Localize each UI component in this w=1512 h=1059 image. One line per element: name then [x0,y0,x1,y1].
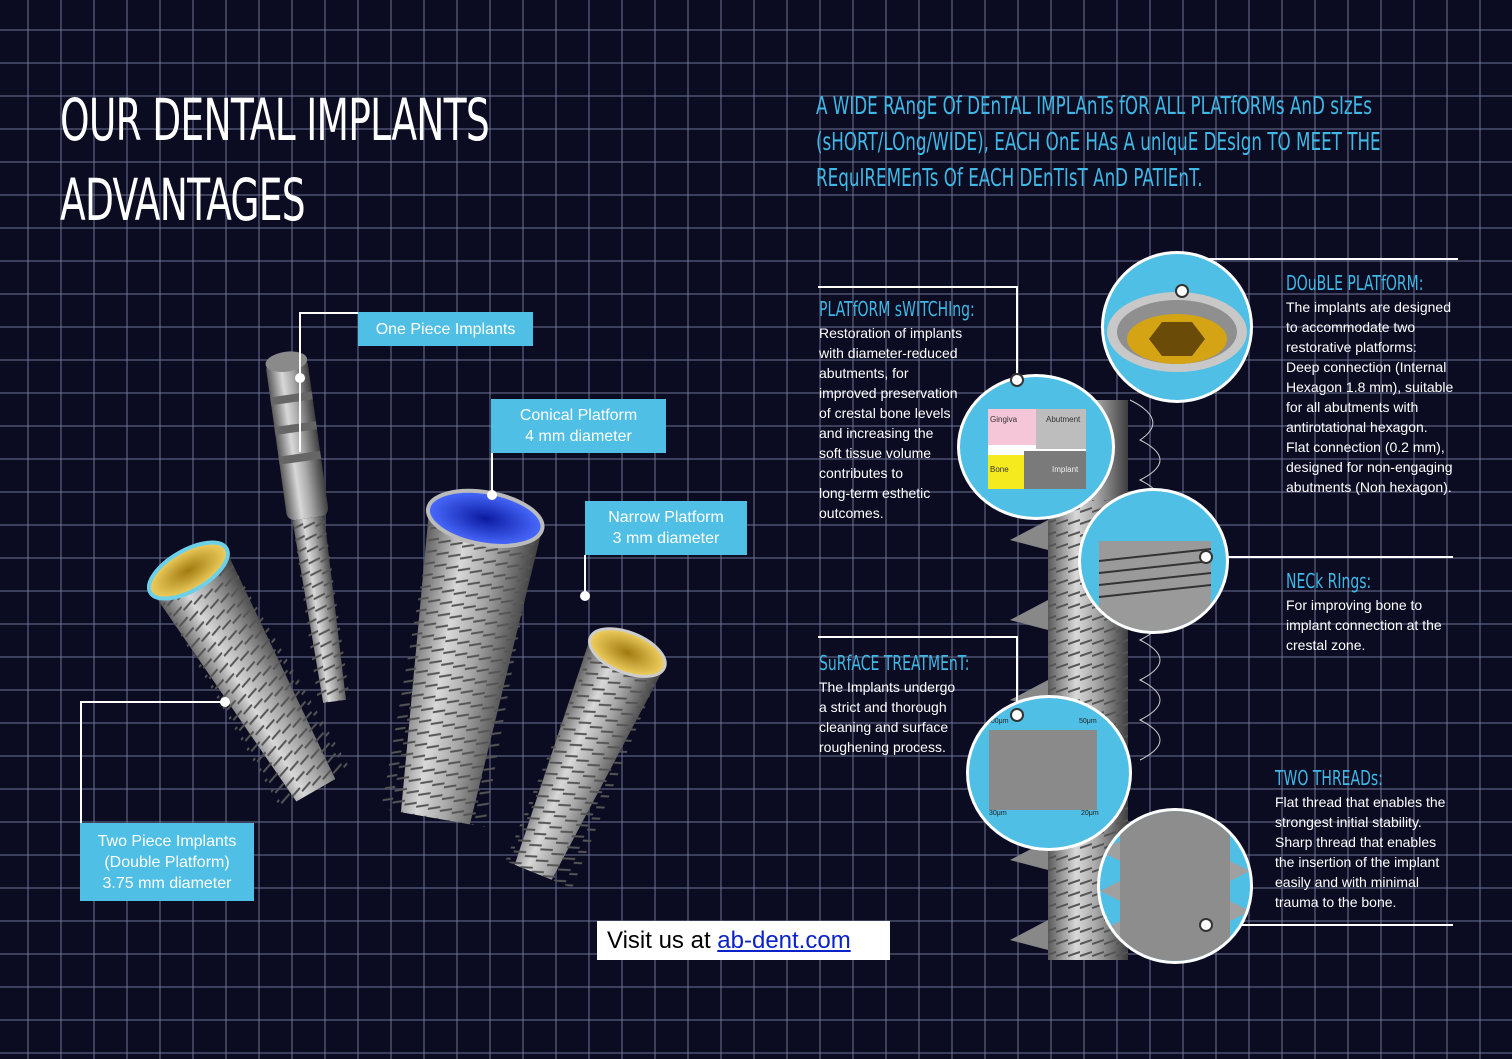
feature-two-threads-title: TWO THREADs: [1275,766,1383,790]
feature-surface-treatment-title: SuRfACE TREATMEnT: [819,651,970,675]
label-two-piece [80,823,254,901]
feature-platform-switching [819,297,1041,523]
label-two-piece-line-2: (Double Platform) [104,853,230,871]
circle-double-platform [1101,251,1253,403]
feature-platform-switching-body [819,323,1041,523]
label-one-piece [358,312,533,346]
label-narrow-line-1: Narrow Platform [608,509,724,526]
label-one-piece-text: One Piece Implants [375,320,516,338]
title-line-1: OUR DENTAL IMPLANTS [60,86,490,154]
feature-line: For improving bone to [1286,597,1423,613]
feature-line: strongest initial stability. [1275,814,1422,830]
feature-line: with diameter-reduced [819,345,958,361]
two-threads-dot [1201,920,1211,930]
feature-line: restorative platforms: [1286,339,1417,355]
feature-line: crestal zone. [1286,637,1366,653]
feature-line: for all abutments with [1286,399,1419,415]
feature-line: Deep connection (Internal [1286,359,1447,375]
feature-line: designed for non-engaging [1286,459,1453,475]
feature-line: abutments, for [819,365,909,381]
feature-line: easily and with minimal [1275,874,1419,890]
visit-banner [597,921,890,960]
feature-line: improved preservation [819,385,958,401]
feature-line: contributes to [819,465,904,481]
feature-line: roughening process. [819,739,946,755]
feature-two-threads-body [1275,792,1445,912]
narrow-implant [501,619,672,889]
title-line-2: ADVANTAGES [60,166,305,234]
feature-line: Flat connection (0.2 mm), [1286,439,1445,455]
feature-line: The Implants undergo [819,679,956,695]
feature-neck-rings-title: NECk RIngs: [1286,569,1372,593]
feature-line: long-term esthetic [819,485,931,501]
feature-double-platform-title: DOuBLE PLATfORM: [1286,271,1424,295]
label-narrow [585,501,747,555]
label-conical [491,399,666,453]
circle-two-threads [1097,808,1253,964]
feature-line: implant connection at the [1286,617,1442,633]
feature-line: soft tissue volume [819,445,932,461]
neck-rings-dot [1201,552,1211,562]
label-two-piece-line-3: 3.75 mm diameter [102,874,232,892]
abutment-label: Abutment [1046,415,1081,424]
implant-label: Implant [1052,465,1079,474]
label-two-piece-line-1: Two Piece Implants [97,832,237,850]
feature-line: antirotational hexagon. [1286,419,1428,435]
tagline-line-3: REquIREMEnTs Of EACH DEnTIsT AnD PATIEnT. [816,163,1203,192]
feature-line: The implants are designed [1286,299,1451,315]
bone-label: Bone [990,465,1009,474]
double-platform-dot [1177,286,1187,296]
feature-line: of crestal bone levels [819,405,951,421]
feature-line: cleaning and surface [819,719,949,735]
visit-link[interactable]: ab-dent.com [717,927,851,954]
feature-line: abutments (Non hexagon). [1286,479,1452,495]
gingiva-label: Gingiva [990,415,1018,424]
feature-line: the insertion of the implant [1275,854,1440,870]
feature-two-threads [1275,766,1445,912]
two-threads-image [1100,811,1250,961]
feature-line: to accommodate two [1286,319,1416,335]
micrograph-tr: 50μm [1079,718,1097,725]
feature-line: a strict and thorough [819,699,947,715]
feature-double-platform [1286,271,1482,497]
feature-double-platform-body [1286,297,1482,497]
micrograph-tl: 100μm [987,718,1009,725]
feature-line: trauma to the bone. [1275,894,1397,910]
feature-line: Flat thread that enables the [1275,794,1446,810]
feature-line: and increasing the [819,425,934,441]
tagline-line-2: (sHORT/LOng/WIDE), EACH OnE HAs A unIquE DEsIgn TO MEET THE [816,127,1381,156]
feature-line: Restoration of implants [819,325,963,341]
double-platform-image [1104,254,1250,400]
conical-implant [375,483,547,828]
feature-neck-rings [1286,569,1442,655]
feature-platform-switching-title: PLATfORM sWITCHIng: [819,297,975,321]
micrograph-bl: 30μm [989,810,1007,817]
micrograph-br: 20μm [1081,810,1099,817]
feature-line: outcomes. [819,505,884,521]
feature-neck-rings-body [1286,595,1442,655]
visit-prefix: Visit us at [607,927,718,954]
feature-line: Hexagon 1.8 mm), suitable [1286,379,1454,395]
label-narrow-line-2: 3 mm diameter [612,530,720,547]
label-conical-line-1: Conical Platform [519,407,638,424]
feature-surface-treatment-body [819,677,1034,757]
label-conical-line-2: 4 mm diameter [525,428,632,445]
tagline-line-1: A WIDE RAngE Of DEnTAL IMPLAnTs fOR ALL PLATfORMs AnD sIzEs [816,91,1372,120]
feature-line: Sharp thread that enables [1275,834,1437,850]
feature-surface-treatment [819,651,1034,757]
